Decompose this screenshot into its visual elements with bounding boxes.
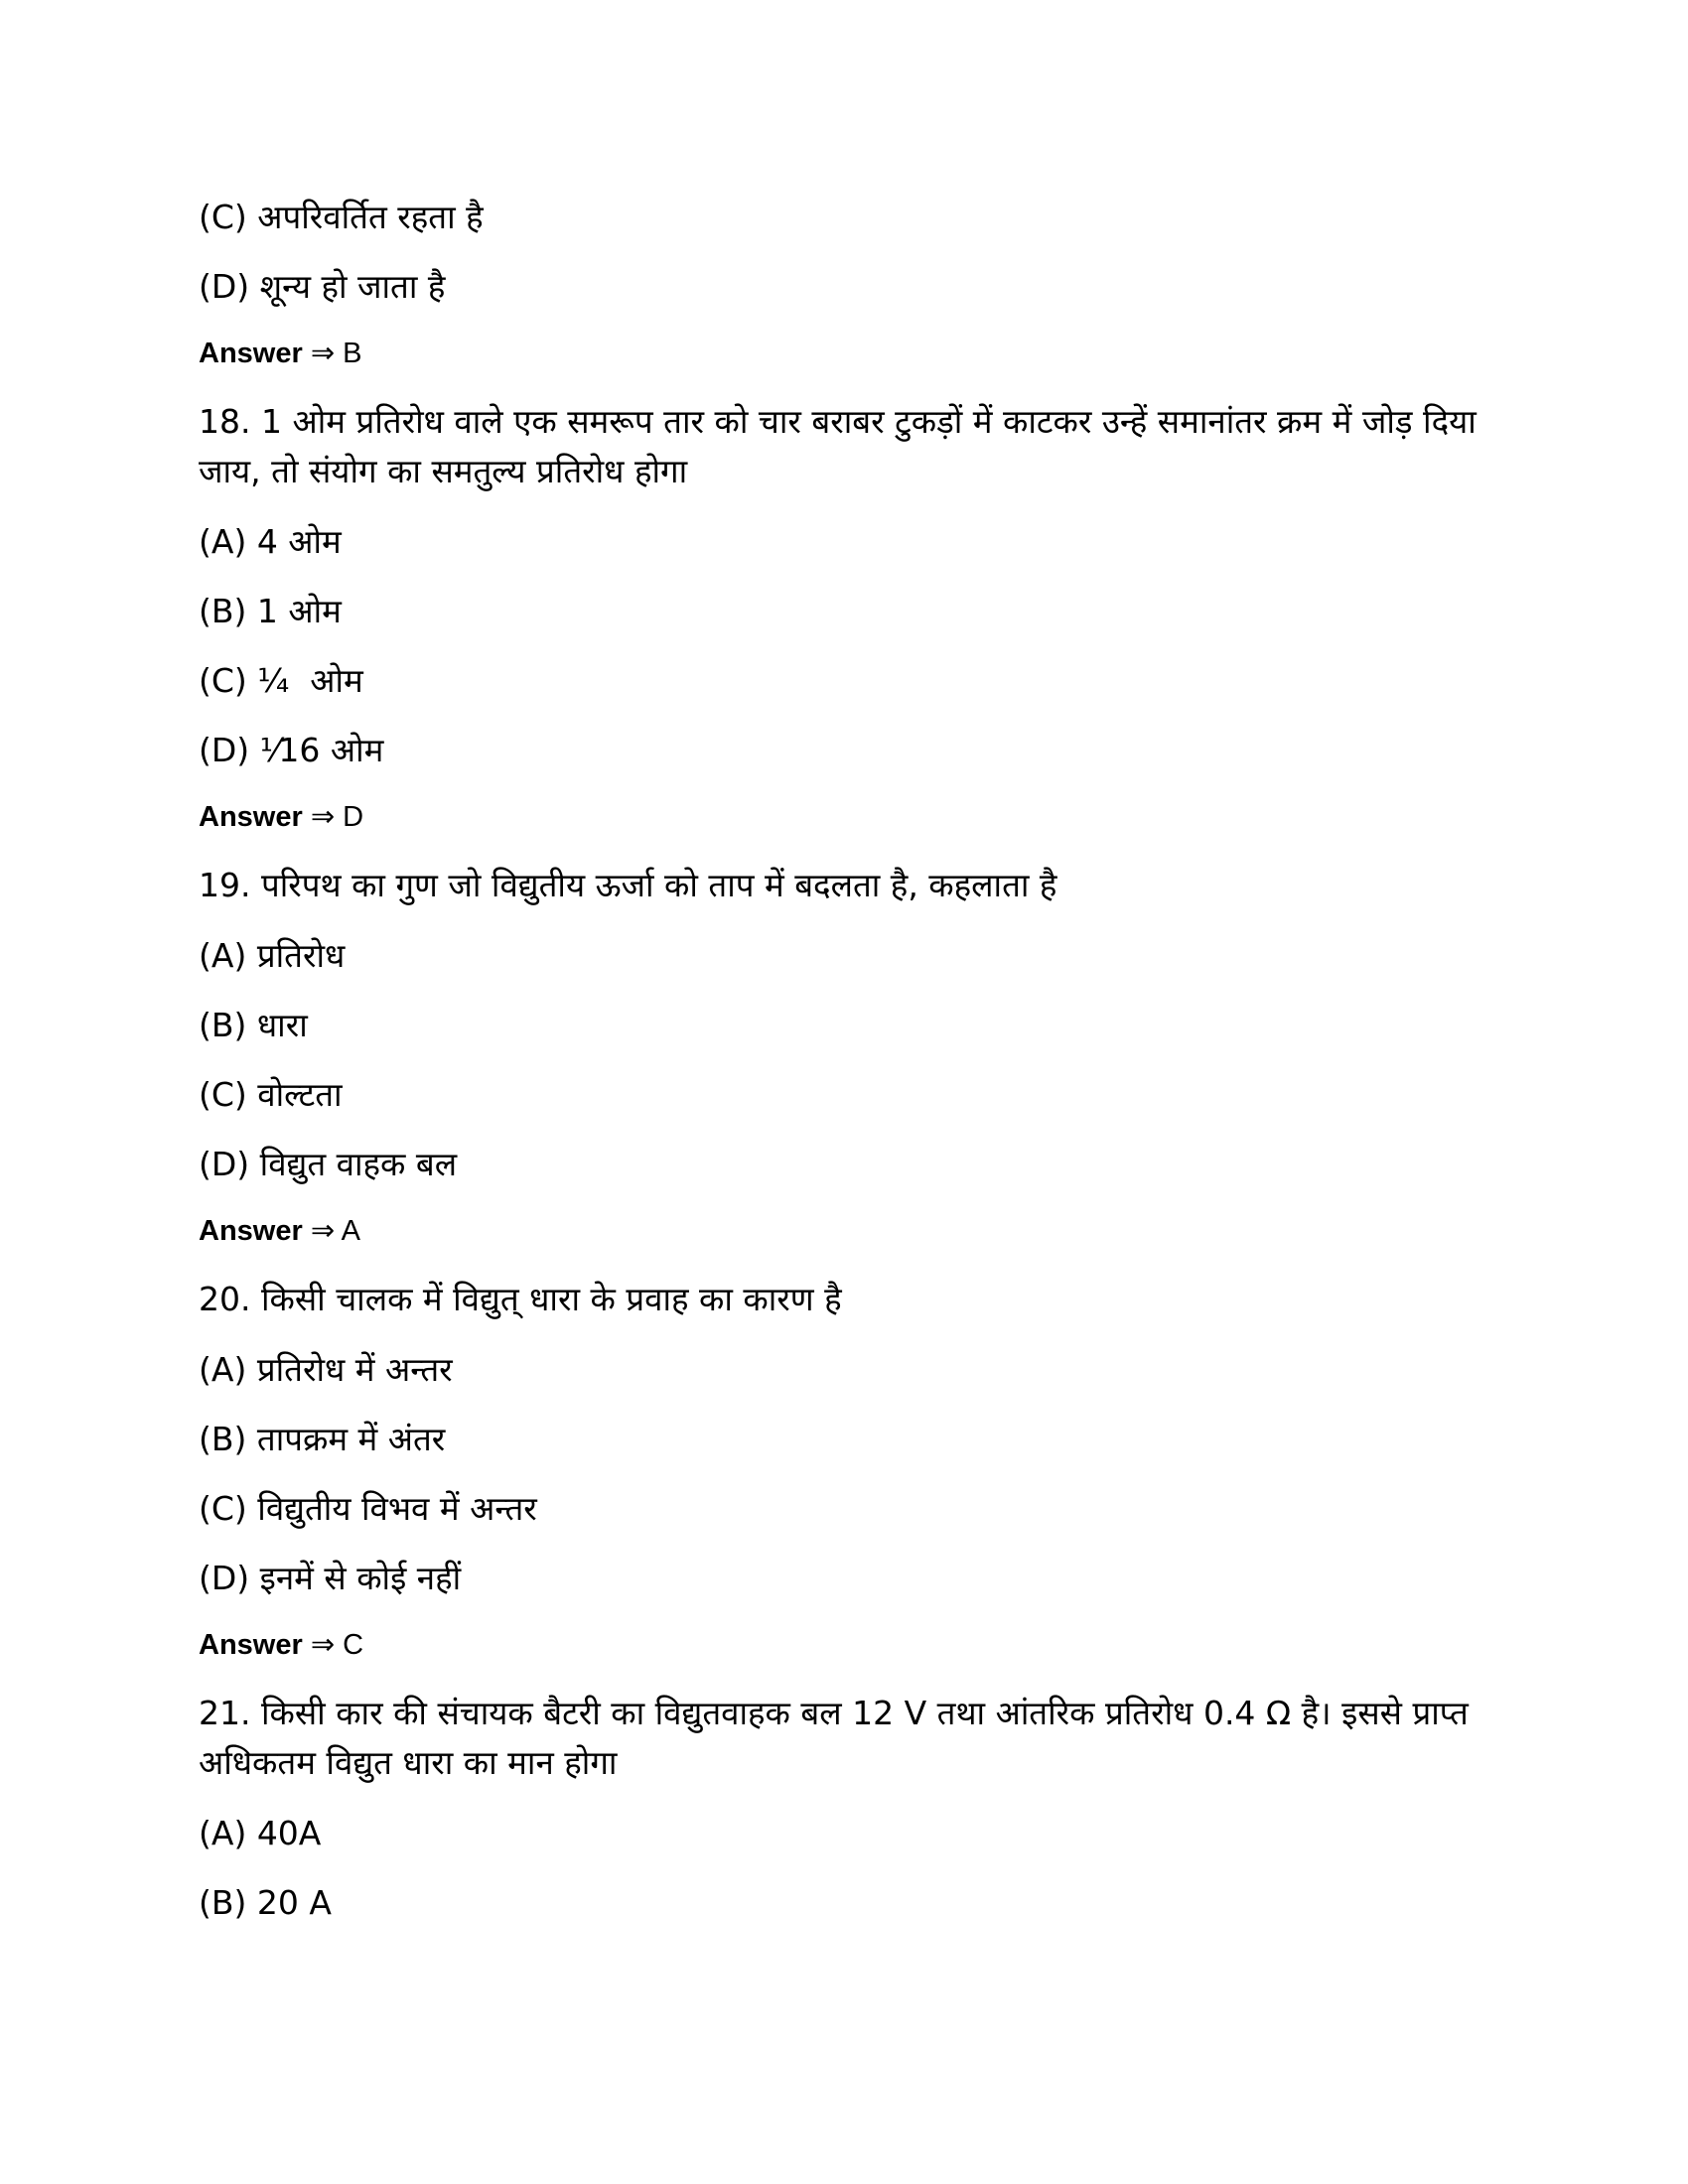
answer-line	[199, 1210, 1489, 1251]
option-d: (D) इनमें से कोई नहीं	[199, 1559, 462, 1597]
answer-line	[199, 333, 1489, 373]
option-a: (A) 40A	[199, 1814, 322, 1852]
option-d: (D) शून्य हो जाता है	[199, 267, 446, 306]
option-c: (C) वोल्टता	[199, 1075, 343, 1114]
answer-label: Answer	[199, 338, 303, 369]
document-page	[199, 194, 1489, 1949]
answer-line	[199, 796, 1489, 837]
answer-label: Answer	[199, 1629, 303, 1661]
answer-value: ⇒ C	[302, 1629, 364, 1661]
answer-line	[199, 1624, 1489, 1665]
option-b: (B) तापक्रम में अंतर	[199, 1420, 446, 1458]
answer-label: Answer	[199, 801, 303, 833]
question-21: 21. किसी कार की संचायक बैटरी का विद्युतवाहक बल 12 V तथा आंतरिक प्रतिरोध 0.4 Ω है। इससे प्राप्त अधिकतम विद्युत धारा का मान होगा	[199, 1694, 1469, 1782]
option-d: (D) विद्युत वाहक बल	[199, 1145, 458, 1183]
option-c: (C) विद्युतीय विभव में अन्तर	[199, 1489, 537, 1528]
question-20: 20. किसी चालक में विद्युत् धारा के प्रवाह का कारण है	[199, 1280, 842, 1318]
option-c: (C) ¼ ओम	[199, 661, 363, 700]
option-a: (A) प्रतिरोध में अन्तर	[199, 1350, 453, 1389]
option-a: (A) प्रतिरोध	[199, 936, 346, 975]
question-19: 19. परिपथ का गुण जो विद्युतीय ऊर्जा को ताप में बदलता है, कहलाता है	[199, 866, 1057, 904]
answer-value: ⇒ B	[302, 338, 362, 369]
option-b: (B) 20 A	[199, 1883, 332, 1922]
answer-value: ⇒ D	[302, 801, 364, 833]
answer-label: Answer	[199, 1215, 303, 1247]
option-b: (B) धारा	[199, 1006, 308, 1044]
option-b: (B) 1 ओम	[199, 592, 342, 630]
option-c: (C) अपरिवर्तित रहता है	[199, 198, 484, 236]
answer-value: ⇒ A	[302, 1215, 360, 1247]
option-a: (A) 4 ओम	[199, 522, 342, 561]
question-18: 18. 1 ओम प्रतिरोध वाले एक समरूप तार को चार बराबर टुकड़ों में काटकर उन्हें समानांतर क्रम में जोड़ दिया जाय, तो संयोग का समतुल्य प्रतिरोध होगा	[199, 402, 1477, 490]
option-d: (D) ¹⁄16 ओम	[199, 731, 384, 769]
